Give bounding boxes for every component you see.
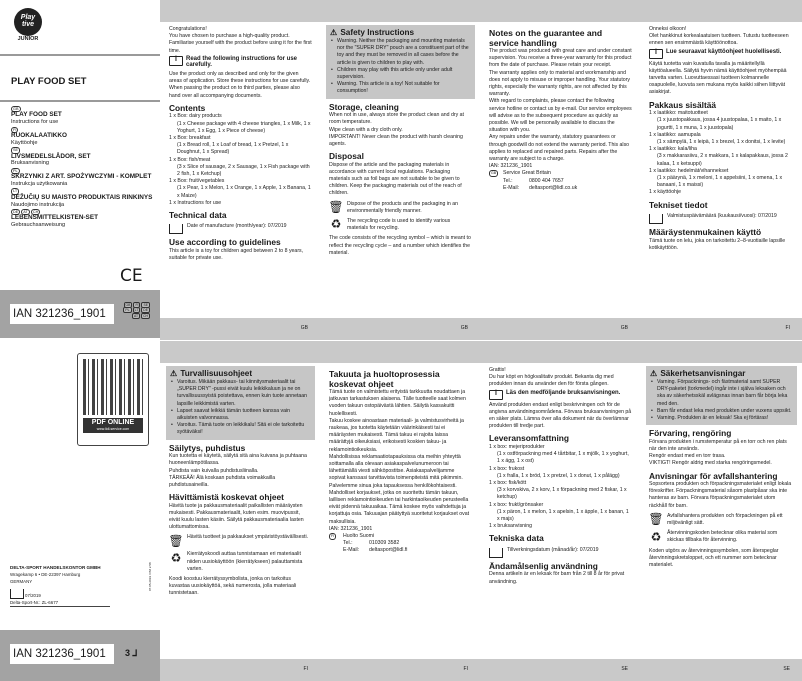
page-column xyxy=(320,0,480,340)
divider xyxy=(0,54,160,56)
list-item: 1 x laatikko: maitotuotteet xyxy=(649,110,708,117)
paragraph: Grattis! xyxy=(489,367,506,373)
phone-number: 010309 3582 xyxy=(369,540,400,547)
recycling-icon: ♻ xyxy=(650,529,662,544)
country-badge: GB xyxy=(125,303,131,307)
safety-box: ⚠ Safety Instructions • Warning. Neither the packaging and mounting materials nor the "SUPER DRY" pouch are a constituent part of the toy and they must be removed in all cases before the article is given to children to play with. • Children may play with this article only under adult supervision. • Warning. This article is a toy! Not suitable for consumption! xyxy=(326,25,475,99)
page-content xyxy=(169,367,312,598)
list-subitem: (1 x ostförpackning med 4 tårtbitar, 1 x mjölk, 1 x yoghurt, 1 x ägg, 1 x ost) xyxy=(497,451,629,465)
factory-icon xyxy=(489,548,503,558)
country-badge: SE xyxy=(13,148,19,153)
country-badge: AT xyxy=(134,313,139,318)
header-band xyxy=(640,341,802,363)
page-language: FI xyxy=(463,666,468,672)
list-item: 1 x Box: fish/meat xyxy=(169,156,211,163)
language-subtitle: Gebrauchsanweisung xyxy=(11,222,66,229)
country-badge: FI xyxy=(13,127,17,132)
section-heading: Leveransomfattning xyxy=(489,433,570,444)
section-heading: Contents xyxy=(169,102,206,113)
footer-band xyxy=(640,318,802,340)
list-item: 1 x laatikko: aamupala xyxy=(649,131,701,138)
paragraph: Käytä tuotetta vain kuvatulla tavalla ja määritellyllä käyttöalueella. Säilytä hyvin nämä käyttöohjeet myöhempää tarvetta varten. Luovuttaessasi tuotteen kolmannelle osapuolelle, luovuta sen mukana myös kaikki siihen liittyvät asiakirjat. xyxy=(649,60,787,96)
country-badge: SE xyxy=(143,303,148,307)
language-title: DĖŽUČIŲ SU MAISTO PRODUKTAIS RINKINYS xyxy=(11,193,153,201)
paragraph: IAN: 321236_1901 xyxy=(329,525,373,532)
print-code: 07.05.2019 / PM 2.58 xyxy=(148,562,152,591)
warning-icon: ⚠ xyxy=(170,369,178,378)
paragraph: Denna artikeln är en leksak för barn från 2 till 8 år för privat användning. xyxy=(489,571,625,585)
ian-band xyxy=(0,290,160,338)
page-language: FI xyxy=(785,325,790,331)
section-heading: Anvisningar för avfallshantering xyxy=(649,470,778,481)
page-language: SE xyxy=(783,666,790,672)
country-badge: FI xyxy=(331,534,335,539)
language-title: SKRZYNKI Z ART. SPOŻYWCZYMI - KOMPLET xyxy=(11,173,152,181)
language-entry xyxy=(11,147,156,167)
language-title: LEBENSMITTELKISTEN-SET xyxy=(11,214,98,222)
section-heading: Disposal xyxy=(329,151,364,162)
paragraph: TÄRKEÄÄ! Älä koskaan puhdista voimakkailla puhdistusaineilla. xyxy=(169,474,276,488)
paragraph: Mahdolliset korjaukset, jotka on suoritettu tämän takuun, laillisen reklamointioikeuden tai harkintaoikeuden perusteella eivät pidennä takuuaikaa. Tämä koskee myös vaihdettuja ja korjattuja osia. Takuuajan päätyttyä suoritetut korjaukset ovat maksullisia. xyxy=(329,489,470,525)
country-badge: DE xyxy=(13,210,19,215)
warning-icon: ⚠ xyxy=(330,28,338,37)
country-badge: DE xyxy=(143,308,148,313)
cover-panel xyxy=(0,0,160,340)
factory-icon xyxy=(10,589,24,599)
paragraph: Any repairs under the warranty, statutory guarantees or through goodwill do not extend the warranty period. This also applies to replaced and repaired parts. Repairs after the warranty are subject to a charge. xyxy=(489,134,630,163)
language-subtitle: Käyttöohje xyxy=(11,139,38,146)
disposal-note: 🗑 Dispose of the products and the packaging in an environmentally friendly manner. xyxy=(328,200,459,215)
footer-band xyxy=(160,659,320,681)
header-band xyxy=(480,0,640,22)
page-content xyxy=(329,367,472,555)
list-item: 1 x box: frukt/grönsaker xyxy=(489,501,544,508)
safety-box: ⚠ Säkerhetsanvisningar • Varning. Förpacknings- och fästmaterial samt SUPER DRY-paketet (torkmedel) ingår inte i själva leksaken och ska av säkerhetsskäl avlägsnas innan barn får börja leka med den. • Barn får endast leka med produkten under vuxens uppsikt. • Varning. Produkten är en leksak! Ska ej förtäras! xyxy=(646,366,797,425)
page-content xyxy=(329,26,472,257)
paragraph: With regard to complaints, please contact the following service hotline or contact us by e-mail. Our service employees will advise as to the subsequent procedure as quickly as possible. We will be personally available to discuss the situation with you. xyxy=(489,98,632,134)
country-badge: AT xyxy=(23,210,28,215)
page-content xyxy=(649,26,794,252)
ian-number: IAN 321236_1901 xyxy=(10,304,114,324)
footer-band xyxy=(640,659,802,681)
page-column xyxy=(480,0,640,340)
warning-icon: ⚠ xyxy=(650,369,658,378)
safety-box: ⚠ Turvallisuusohjeet • Varoitus. Mikään pakkaus- tai kiinnitysmateriaalit tai „SUPER DRY" -pussi eivät kuulu leikkikaluun ja ne on turvallisuussyistä poistettava, ennen kuin tuote annetaan lapsille leikkimistä varten. • Lapset saavat leikkiä tämän tuotteen kanssa vain aikuisten valvonnassa. • Varoitus. Tämä tuote on leikkikalu! Sitä ei ole tarkoitettu syötäväksi! xyxy=(166,366,315,440)
paragraph: Tämä tuote on valmistettu erityistä tarkkuutta noudattaen ja jatkuvan tarkastuksen alaisena. Tälle tuotteelle saat kolmen vuoden takuun ostopäivästä lähtien. Säilytä kassakuitti huolellisesti. xyxy=(329,389,466,417)
factory-icon xyxy=(649,214,663,224)
list-subitem: (1 x päärynä, 1 x meloni, 1 x appelsiini, 1 x omena, 1 x banaani, 1 x maissi) xyxy=(657,174,783,189)
manufacture-date: Tillverkningsdatum (månad/år): 07/2019 xyxy=(489,547,632,558)
header-band xyxy=(640,0,802,22)
country-badge: PL xyxy=(125,308,130,313)
footer-band xyxy=(320,659,480,681)
footer-band xyxy=(160,318,320,340)
safety-item: • Warning. Neither the packaging and mounting materials nor the "SUPER DRY" pouch are a constituent part of the toy and they must be removed in all cases before the article is given to children to play with. xyxy=(330,38,471,67)
paragraph: Puhdista vain kuivalla puhdistusliinalla. xyxy=(169,467,259,474)
manufacture-date: Valmistuspäivämäärä (kuukausi/vuosi): 07/2019 xyxy=(649,213,794,224)
safety-item: • Varoitus. Mikään pakkaus- tai kiinnitysmateriaalit tai „SUPER DRY" -pussi eivät kuulu leikkikaluun ja ne on turvallisuussyistä poistettava, ennen kuin tuote annetaan lapsille leikkimistä varten. xyxy=(170,379,311,408)
header-band xyxy=(320,0,480,22)
safety-item: • Varning. Produkten är en leksak! Ska ej förtäras! xyxy=(650,415,793,422)
section-heading: Ändamålsenlig användning xyxy=(489,560,598,571)
section-heading: Hävittämistä koskevat ohjeet xyxy=(169,492,284,503)
section-heading: Notes on the guarantee and service handling xyxy=(489,28,603,48)
list-subitem: (3 x Slice of sausage, 2 x Sausage, 1 x Fish package with 2 fish, 1 x Ketchup) xyxy=(177,163,310,177)
paragraph: Tämä tuote on lelu, joka on tarkoitettu 2–8-vuotiaille lapsille kotikäyttöön. xyxy=(649,237,786,251)
list-subitem: (1 x sämpylä, 1 x leipä, 1 x brezel, 1 x donitsi, 1 x levite) xyxy=(657,138,786,145)
ian-band xyxy=(0,630,160,681)
paragraph: VIKTIGT! Rengör aldrig med starka rengöringsmedel. xyxy=(649,460,772,467)
paragraph: Koden utgörs av återvinningssymbolen, som återspeglar återvinningskretsloppet, och ett nummer som betecknar materialet. xyxy=(649,547,779,569)
phone-number: 0800 404 7657 xyxy=(529,177,564,184)
paragraph: Rengör endast med en torr trasa. xyxy=(649,453,726,460)
paragraph: Du har köpt en högkvalitativ produkt. Bekanta dig med produkten innan du använder den för första gången. xyxy=(489,374,614,388)
paragraph: Dispose of the article and the packaging materials in accordance with current local regulations. Packaging materials such as foil bags are not suitable to be given to children. Keep the packaging materials out of the reach of children. xyxy=(329,161,462,197)
language-subtitle: Bruksanvisning xyxy=(11,160,49,167)
footer-band xyxy=(480,318,640,340)
section-heading: Förvaring, rengöring xyxy=(649,428,732,439)
list-item: 1 x Instructions for use xyxy=(169,199,222,206)
section-heading: Use according to guidelines xyxy=(169,237,281,248)
list-item: 1 x box: frukost xyxy=(489,465,525,472)
page-column xyxy=(640,0,802,340)
header-band xyxy=(320,341,480,363)
page-content xyxy=(649,367,794,569)
header-band xyxy=(160,0,320,22)
ce-mark: CE xyxy=(120,266,143,286)
list-item: 1 x box: fisk/kött xyxy=(489,479,527,486)
paragraph: Use the product only as described and only for the given areas of application. Store these instructions for use carefully. When passing the product on to third parties, please also hand over all accompanying documents. xyxy=(169,71,311,99)
country-badge: FI xyxy=(135,303,139,307)
list-subitem: (3 x makkarasiivu, 2 x makkara, 1 x kalapakkaus, jossa 2 kalaa, 1 x ketsuppi) xyxy=(657,153,788,167)
section-heading: Takuuta ja huoltoprosessia koskevat ohjeet xyxy=(329,369,440,389)
info-book-icon xyxy=(169,56,183,66)
country-badge: CH xyxy=(32,210,39,215)
list-subitem: (3 x korvskiva, 2 x korv, 1 x förpackning med 2 fiskar, 1 x ketchup) xyxy=(497,487,627,501)
company-info: DELTA-SPORT HANDELSKONTOR GMBH Wragekamp 6 • DE-22397 Hamburg GERMANY 07/2019 Delta-Sport-Nr.: ZL-6677 xyxy=(10,564,110,607)
disposal-note: 🗑 Hävitä tuotteet ja pakkaukset ympäristöystävällisesti. xyxy=(168,533,309,548)
language-subtitle: Instructions for use xyxy=(11,119,59,126)
section-heading: Tekniset tiedot xyxy=(649,199,708,210)
qr-code[interactable] xyxy=(77,353,149,446)
list-subitem: (1 x fralla, 1 x bröd, 1 x pretzel, 1 x donut, 1 x pålägg) xyxy=(497,472,620,479)
page-content xyxy=(169,26,312,262)
list-item: 1 x Box: dairy products xyxy=(169,113,222,120)
page-column xyxy=(160,0,320,340)
country-badge: LT xyxy=(134,308,139,313)
list-subitem: (1 x Bread roll, 1 x Loaf of bread, 1 x Pretzel, 1 x Doughnut, 1 x Spread) xyxy=(177,142,289,156)
paragraph: Förvara produkten i rumstemperatur på en torr och ren plats när den inte används. xyxy=(649,438,787,452)
recycling-note: ♻ Kierrätyskoodi auttaa tunnistamaan eri materiaalit niiden uusiokäyttöön (kierrätykseen) palauttamista varten. xyxy=(170,550,303,572)
playtive-logo: Play tive JUNIOR xyxy=(12,8,44,46)
recycling-note: ♻ Återvinningskoden betecknar olika material som skickas tillbaka för återvinning. xyxy=(650,529,778,544)
paragraph: Olet hankkinut korkealaatuisen tuotteen. Tutustu tuotteeseen ennen sen ensimmäistä käyttöönottoa. xyxy=(649,33,789,47)
service-contact: FI Huolto Suomi Tel.: 010309 3582 E-Mail: deltasport@lidl.fi xyxy=(329,533,472,555)
paragraph: The warranty applies only to material and workmanship and does not apply to misuse or improper handling. Your statutory rights, especially the warranty rights, are not affected by this warranty. xyxy=(489,69,631,98)
section-heading: Storage, cleaning xyxy=(329,101,399,112)
ian-number: IAN 321236_1901 xyxy=(10,644,114,664)
language-title: PLAY FOOD SET xyxy=(11,111,62,119)
safety-item: • Varoitus. Tämä tuote on leikkikalu! Sitä ei ole tarkoitettu syötäväksi! xyxy=(170,422,311,436)
section-heading: Technical data xyxy=(169,209,227,220)
list-subitem: (1 x päron, 1 x melon, 1 x apelsin, 1 x äpple, 1 x banan, 1 x majs) xyxy=(497,508,629,522)
paragraph: Onneksi olkoon! xyxy=(649,26,687,32)
page-language: GB xyxy=(620,325,628,331)
paragraph: Mahdollisissa reklamaatiotapauksissa ota meihin yhteyttä soittamalla alla olevaan asiakaspalvelunumeroon tai lähettämällä viesti sähköpostitse. Asiakaspalvelijamme sopivat kanssasi tarvittavista toimenpiteistä mitä pikimmin. Palvelemme sinua joka tapauksessa henkilökohtaisesti. xyxy=(329,453,463,489)
list-item: 1 x Box: fruit/vegetables xyxy=(169,178,225,185)
paragraph: IAN: 321236_1901 xyxy=(489,163,533,170)
list-subitem: (1 x juustopakkaus, jossa 4 juustopalaa, 1 x maito, 1 x jogurtti, 1 x muna, 1 x juustopala) xyxy=(657,117,782,131)
page-column xyxy=(480,341,640,681)
country-badge: GB xyxy=(13,107,19,111)
language-entry xyxy=(11,209,156,229)
language-title: RUOKALAATIKKO xyxy=(11,132,67,140)
paragraph: The code consists of the recycling symbol – which is meant to reflect the recycling cycle – and a number which identifies the material. xyxy=(329,235,471,256)
factory-icon xyxy=(169,224,183,234)
divider xyxy=(0,100,160,102)
info-book-icon xyxy=(649,49,663,59)
language-entry xyxy=(11,127,156,147)
trash-bin-icon: 🗑 xyxy=(168,533,184,548)
info-book-icon xyxy=(489,390,503,400)
paragraph: Kun tuotetta ei käytetä, säilytä sitä aina kuivana ja puhtaana huoneenlämpötilassa. xyxy=(169,453,307,467)
list-item: 1 x box: mejeriprodukter xyxy=(489,443,545,450)
trash-bin-icon: 🗑 xyxy=(328,200,344,215)
list-item: 1 x laatikko: hedelmät/vihannekset xyxy=(649,167,729,174)
country-badge: CH xyxy=(143,313,148,318)
list-item: 1 x käyttöohje xyxy=(649,189,682,196)
paragraph: Använd produkten endast enligt beskrivningen och för de angivna användningsområdena. Förvara bruksanvisningen på en säker plats. Lämna över alla dokument när du överlämnar produkten till tredje part. xyxy=(489,401,632,430)
country-badge: LT xyxy=(13,189,18,194)
back-panel xyxy=(0,341,160,681)
language-subtitle: Naudojimo instrukcija xyxy=(11,201,65,208)
paragraph: IMPORTANT! Never clean the product with harsh cleaning agents. xyxy=(329,133,463,147)
page-count: 3 ⅃ xyxy=(125,648,138,658)
recycling-icon: ♻ xyxy=(330,217,342,232)
page-language: GB xyxy=(460,325,468,331)
country-badge: PL xyxy=(13,168,18,173)
read-instructions-note: i Läs den medföljande bruksanvisningen. xyxy=(489,390,632,400)
paragraph: You have chosen to purchase a high-quality product. Familiarise yourself with the product before using it for the first time. xyxy=(169,33,312,54)
product-title: PLAY FOOD SET xyxy=(11,76,87,87)
trash-bin-icon: 🗑 xyxy=(648,512,664,527)
section-heading: Säilytys, puhdistus xyxy=(169,442,246,453)
manufacture-date: Date of manufacture (month/year): 07/2019 xyxy=(169,223,312,234)
recycling-icon: ♻ xyxy=(170,550,182,565)
paragraph: The product was produced with great care and under constant supervision. You receive a three-year warranty for this product from the date of purchase. Please retain your receipt. xyxy=(489,48,632,69)
page-content xyxy=(489,26,632,192)
email-address[interactable]: deltasport@lidl.fi xyxy=(369,547,408,554)
header-band xyxy=(160,341,320,363)
page-language: SE xyxy=(621,666,628,672)
page-language: FI xyxy=(303,666,308,672)
safety-item: • Varning. Förpacknings- och fästmaterial samt SUPER DRY-paketet (torkmedel) ingår inte i själva leksaken och ska av säkerhetsskäl avlägsnas innan barn får börja leka med den. xyxy=(650,379,793,408)
bottom-spread xyxy=(0,341,802,681)
list-item: 1 x laatikko: kala/liha xyxy=(649,146,697,153)
email-address[interactable]: deltasport@lidl.co.uk xyxy=(529,184,578,191)
footer-band xyxy=(480,659,640,681)
paragraph: Hävitä tuote ja pakkausmateriaalit paikallisten määräysten mukaisesti. Pakkausmateriaalit, kuten esim. muovipussit, eivät kuulu lasten käsiin. Säilytä pakkausmateriaalia lasten ulottumattomissa. xyxy=(169,502,304,531)
safety-item: • Barn får endast leka med produkten under vuxens uppsikt. xyxy=(650,408,793,415)
page-language: GB xyxy=(300,325,308,331)
page-content xyxy=(489,367,632,586)
page-column xyxy=(640,341,802,681)
pdf-online-label: PDF ONLINE www.lidl-service.com xyxy=(83,418,143,433)
safety-item: • Children may play with this article only under adult supervision. xyxy=(330,67,471,81)
language-list xyxy=(11,106,156,230)
recycling-note: ♻ The recycling code is used to identify various materials for recycling. xyxy=(330,217,451,232)
country-badge: GB xyxy=(491,171,497,176)
footer-band xyxy=(320,318,480,340)
page-column xyxy=(320,341,480,681)
language-title: LIVSMEDELSLÅDOR, SET xyxy=(11,152,91,160)
header-band xyxy=(480,341,640,363)
paragraph: Koodi koostuu kierrätyssymbolista, jonka on tarkoitus kuvastaa uusiokäyttöä, sekä numerosta, jolla materiaali tunnistetaan. xyxy=(169,576,297,597)
list-item: 1 x bruksanvisning xyxy=(489,523,532,530)
paragraph: When not in use, always store the product clean and dry at room temperature. xyxy=(329,112,464,126)
qr-pattern xyxy=(83,359,143,415)
paragraph: Sopsortera produkten och förpackningsmaterialet enligt lokala föreskrifter. Förpackningsmaterial såsom plastpåsar ska inte hanteras av barn. Förvara förpackningsmaterialet utom räckhåll för barn. xyxy=(649,481,792,509)
list-subitem: (1 x Pear, 1 x Melon, 1 x Orange, 1 x Apple, 1 x Banana, 1 x Maize) xyxy=(177,185,311,199)
service-contact: GB Service Great Britain Tel.: 0800 404 7657 E-Mail: deltasport@lidl.co.uk xyxy=(489,170,632,192)
country-codes xyxy=(118,303,150,319)
page-column xyxy=(160,341,320,681)
safety-item: • Warning. This article is a toy! Not suitable for consumption! xyxy=(330,81,471,95)
section-heading: Tekniska data xyxy=(489,533,544,544)
language-entry xyxy=(11,168,156,188)
list-subitem: (1 x Cheese package with 4 cheese triangles, 1 x Milk, 1 x Yoghurt, 1 x Egg, 1 x Piece of cheese) xyxy=(177,120,311,134)
language-entry xyxy=(11,188,156,208)
paragraph: This article is a toy for children aged between 2 to 8 years, suitable for private use. xyxy=(169,247,304,262)
section-heading: Määräystenmukainen käyttö xyxy=(649,227,762,238)
paragraph: Takuu koskee ainoastaan materiaali- ja valmistusvirheitä ja raukeaa, jos tuotetta käytetään väärinkäisesti tai ei määräysten mukaisesti. Tämä takuu ei rajoita laissa määrättyjä oikeuksiasi, erikoisesti koskien takuu- ja reklamointioikeuksia. xyxy=(329,417,464,453)
disposal-note: 🗑 Avfallshantera produkten och förpackningen på ett miljövänligt sätt. xyxy=(648,512,783,527)
list-item: 1 x Box: breakfast xyxy=(169,134,211,141)
top-spread xyxy=(0,0,802,340)
section-heading: Pakkaus sisältää xyxy=(649,99,717,110)
paragraph: Congratulations! xyxy=(169,26,207,32)
read-instructions-note: i Read the following instructions for use carefully. xyxy=(169,56,312,69)
language-subtitle: Instrukcja użytkowania xyxy=(11,181,68,188)
read-instructions-note: i Lue seuraavat käyttöohjeet huolellisesti. xyxy=(649,49,794,59)
paragraph: Wipe clean with a dry cloth only. xyxy=(329,126,403,133)
safety-item: • Lapset saavat leikkiä tämän tuotteen kanssa vain aikuisten valvonnassa. xyxy=(170,408,311,422)
language-entry xyxy=(11,106,156,126)
